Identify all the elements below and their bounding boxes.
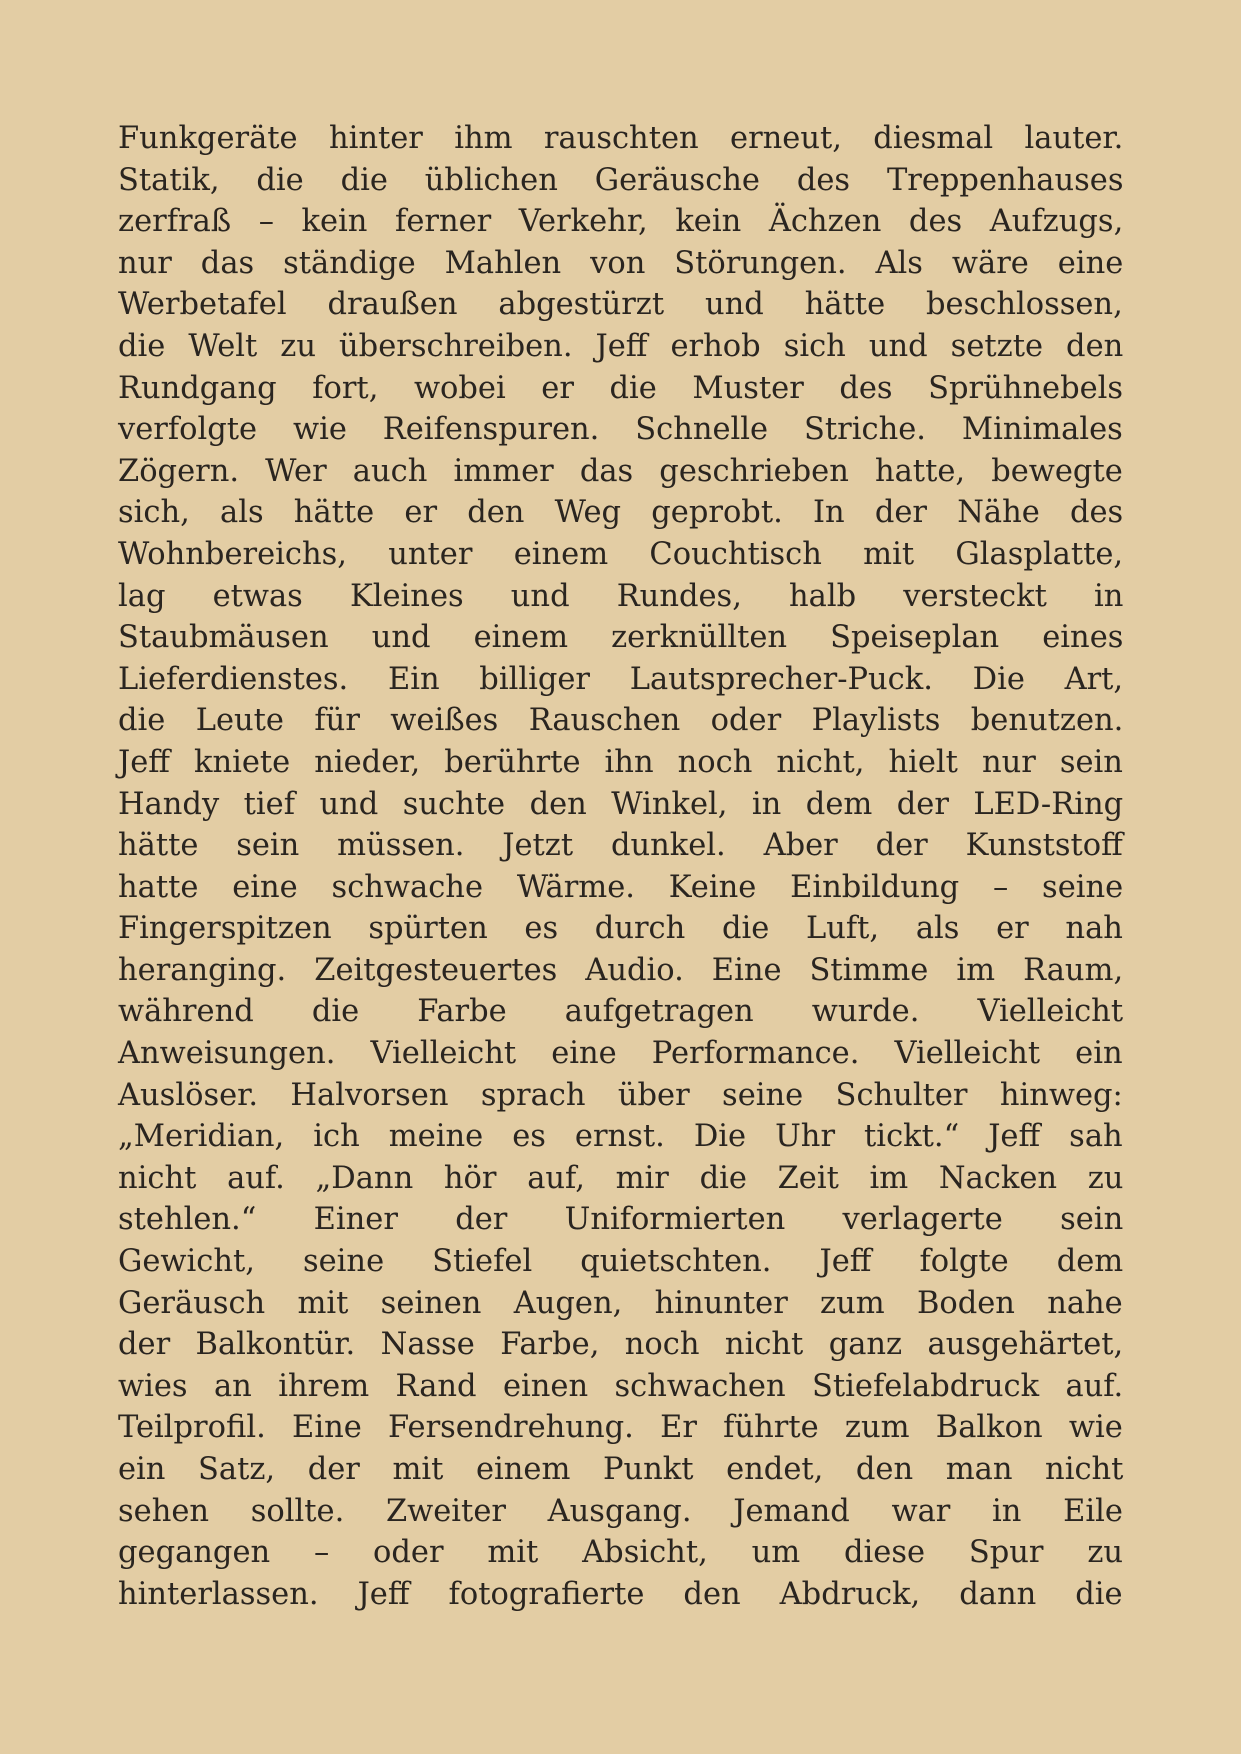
text-line: hinterlassen. Jeff fotografierte den Abdruck, dann die bbox=[118, 1576, 1123, 1612]
text-line: Auslöser. Halvorsen sprach über seine Schulter hinweg: bbox=[118, 1077, 1123, 1113]
text-line: Zögern. Wer auch immer das geschrieben hatte, bewegte bbox=[118, 453, 1123, 489]
text-line: die Leute für weißes Rauschen oder Playlists benutzen. bbox=[118, 703, 1124, 739]
text-line: Gewicht, seine Stiefel quietschten. Jeff folgte dem bbox=[118, 1244, 1124, 1280]
text-line: nur das ständige Mahlen von Störungen. Als wäre eine bbox=[118, 245, 1124, 281]
text-line: Teilprofil. Eine Fersendrehung. Er führte zum Balkon wie bbox=[118, 1410, 1123, 1446]
text-line: Fingerspitzen spürten es durch die Luft, als er nah bbox=[118, 911, 1123, 947]
text-line: Anweisungen. Vielleicht eine Performance. Vielleicht ein bbox=[118, 1036, 1123, 1072]
text-line: stehlen.“ Einer der Uniformierten verlagerte sein bbox=[118, 1202, 1124, 1238]
text-line: heranging. Zeitgesteuertes Audio. Eine Stimme im Raum, bbox=[118, 952, 1124, 988]
text-line: Geräusch mit seinen Augen, hinunter zum Boden nahe bbox=[118, 1285, 1123, 1321]
text-line: „Meridian, ich meine es ernst. Die Uhr tickt.“ Jeff sah bbox=[118, 1119, 1123, 1155]
text-line: Lieferdienstes. Ein billiger Lautsprecher-Puck. Die Art, bbox=[118, 661, 1124, 697]
text-line: Statik, die die üblichen Geräusche des Treppenhauses bbox=[118, 162, 1124, 198]
text-line: verfolgte wie Reifenspuren. Schnelle Striche. Minimales bbox=[118, 412, 1123, 448]
text-line: sich, als hätte er den Weg geprobt. In der Nähe des bbox=[118, 495, 1124, 531]
text-line: Handy tief und suchte den Winkel, in dem der LED-Ring bbox=[118, 786, 1124, 822]
text-line: sehen sollte. Zweiter Ausgang. Jemand war in Eile bbox=[118, 1493, 1123, 1529]
text-line: zerfraß – kein ferner Verkehr, kein Ächzen des Aufzugs, bbox=[118, 204, 1124, 240]
text-line: Rundgang fort, wobei er die Muster des Sprühnebels bbox=[118, 370, 1124, 406]
text-line: Funkgeräte hinter ihm rauschten erneut, diesmal lauter. bbox=[118, 121, 1124, 156]
text-line: lag etwas Kleines und Rundes, halb versteckt in bbox=[118, 578, 1124, 614]
text-line: Wohnbereichs, unter einem Couchtisch mit Glasplatte, bbox=[118, 536, 1124, 572]
text-line: die Welt zu überschreiben. Jeff erhob sich und setzte den bbox=[118, 328, 1124, 364]
text-line: Jeff kniete nieder, berührte ihn noch nicht, hielt nur sein bbox=[118, 744, 1123, 780]
text-line: Staubmäusen und einem zerknüllten Speiseplan eines bbox=[118, 620, 1124, 656]
text-line: gegangen – oder mit Absicht, um diese Spur zu bbox=[118, 1535, 1124, 1571]
text-line: der Balkontür. Nasse Farbe, noch nicht ganz ausgehärtet, bbox=[118, 1327, 1124, 1363]
body-text bbox=[118, 118, 1123, 1615]
text-line: nicht auf. „Dann hör auf, mir die Zeit im Nacken zu bbox=[118, 1160, 1124, 1196]
text-line: wies an ihrem Rand einen schwachen Stiefelabdruck auf. bbox=[118, 1368, 1124, 1404]
text-line: hätte sein müssen. Jetzt dunkel. Aber der Kunststoff bbox=[118, 828, 1123, 864]
text-line: ein Satz, der mit einem Punkt endet, den man nicht bbox=[118, 1452, 1124, 1487]
text-line: hatte eine schwache Wärme. Keine Einbildung – seine bbox=[118, 869, 1124, 905]
text-line: während die Farbe aufgetragen wurde. Vielleicht bbox=[118, 994, 1124, 1030]
text-line: Werbetafel draußen abgestürzt und hätte beschlossen, bbox=[118, 287, 1123, 323]
